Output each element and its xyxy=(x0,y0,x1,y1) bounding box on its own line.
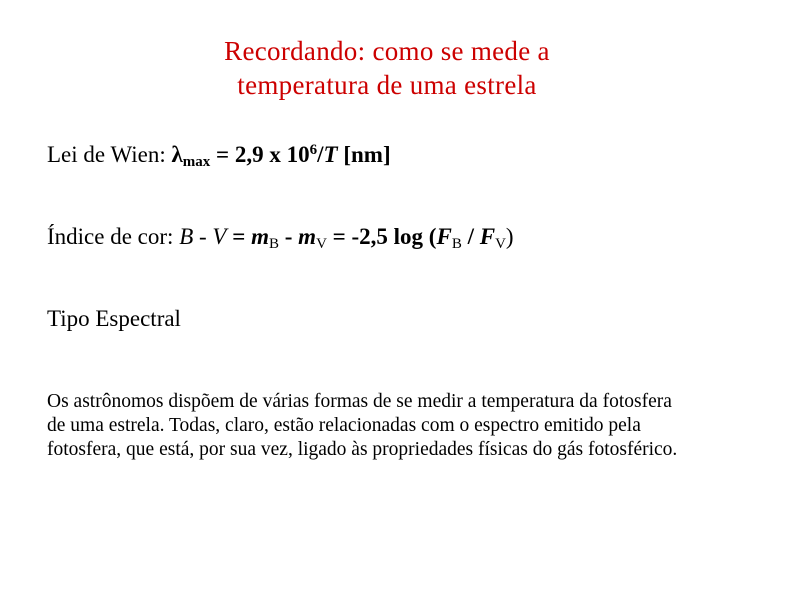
body-paragraph: Os astrônomos dispõem de várias formas de se medir a temperatura da fotosfera de uma estrela. Todas, claro, estão relacionadas com o espectro emitido pela fotosfera, que está, por sua vez, ligado às propriedades físicas do gás fotosférico. xyxy=(47,391,678,460)
wien-max-subscript: max xyxy=(182,154,211,170)
spectral-type-line: Tipo Espectral xyxy=(47,306,181,331)
log-close-paren: ) xyxy=(505,224,514,249)
log-expression: = -2,5 log ( xyxy=(332,224,437,249)
wien-label: Lei de Wien: xyxy=(47,142,166,167)
title-line-2: temperatura de uma estrela xyxy=(237,70,537,100)
magnitude-v-symbol: m xyxy=(298,224,317,249)
wien-slash: / xyxy=(317,142,324,167)
flux-b-subscript: B xyxy=(451,236,462,252)
slide-title xyxy=(0,34,774,102)
magnitude-b-subscript: B xyxy=(268,236,279,252)
color-index-line xyxy=(47,224,514,250)
magnitude-b-symbol: m xyxy=(251,224,269,249)
flux-v-symbol: F xyxy=(479,224,496,249)
wien-law-line xyxy=(47,142,391,168)
color-index-b: B xyxy=(179,224,194,249)
wien-unit: [nm] xyxy=(343,142,391,167)
flux-b-symbol: F xyxy=(436,224,452,249)
wien-lambda: λ xyxy=(171,142,183,167)
wien-exponent: 6 xyxy=(309,142,318,158)
color-index-label: Índice de cor: xyxy=(47,224,174,249)
title-line-1: Recordando: como se mede a xyxy=(224,36,550,66)
color-index-dash: - xyxy=(199,224,207,249)
wien-temperature-symbol: T xyxy=(323,142,338,167)
flux-divide: / xyxy=(467,224,474,249)
color-index-v: V xyxy=(212,224,227,249)
flux-v-subscript: V xyxy=(495,236,506,252)
color-index-minus: - xyxy=(284,224,293,249)
color-index-equals: = xyxy=(232,224,246,249)
wien-constant: = 2,9 x 10 xyxy=(216,142,310,167)
magnitude-v-subscript: V xyxy=(316,236,327,252)
